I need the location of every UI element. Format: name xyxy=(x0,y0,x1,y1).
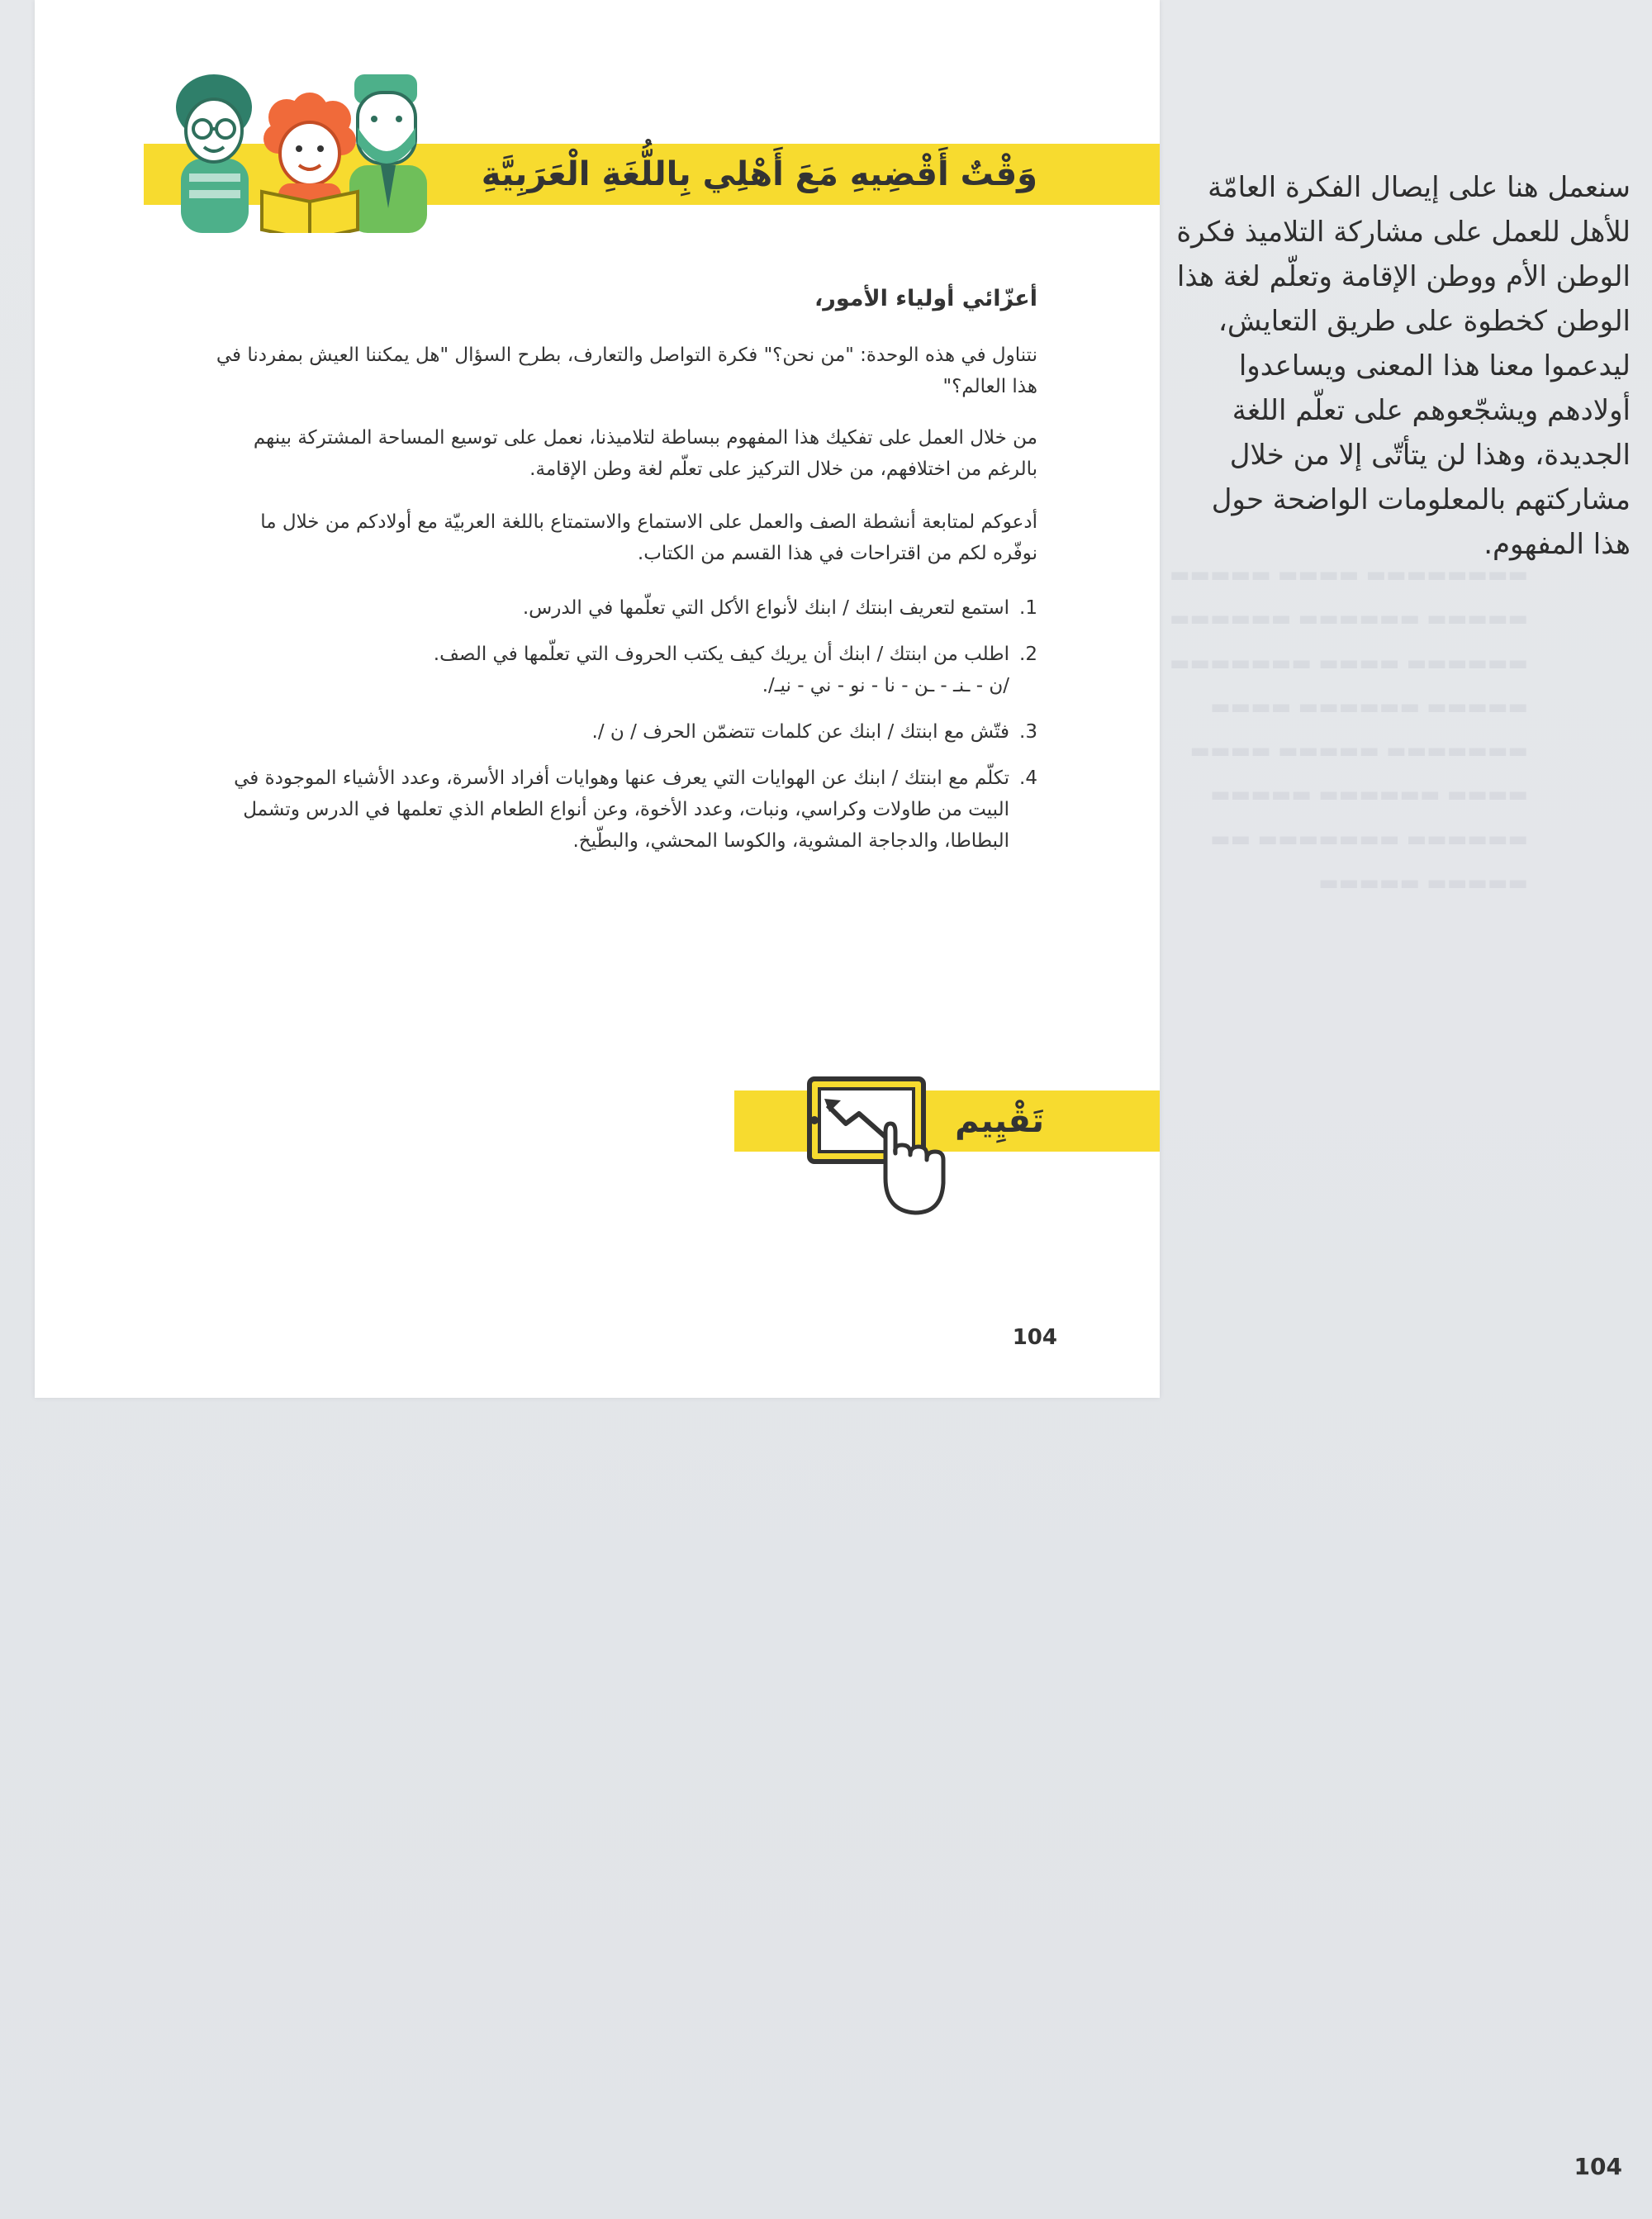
mother-figure-icon xyxy=(176,74,252,233)
list-item-number: 3. xyxy=(1019,720,1037,743)
father-figure-icon xyxy=(349,74,427,233)
evaluation-pointer-icon xyxy=(770,1072,960,1229)
teacher-side-note: سنعمل هنا على إيصال الفكرة العامّة للأهل للعمل على مشاركة التلاميذ فكرة الوطن الأم ووطن الإقامة وتعلّم لغة هذا الوطن كخطوة على طريق التعايش، ليدعموا معنا هذا المعنى ويساعدوا أولادهم ويشجّعوهم على تعلّم اللغة الجديدة، وهذا لن يتأتّى إلا من خلال مشاركتهم بالمعلومات الواضحة حول هذا المفهوم. xyxy=(1176,171,1631,562)
intro-paragraph-3: أدعوكم لمتابعة أنشطة الصف والعمل على الاستماع والاستمتاع باللغة العربيّة مع أولادكم من خلال ما نوفّره لكم من اقتراحات في هذا القسم من الكتاب. xyxy=(260,511,1037,564)
evaluation-title: تَقْيِيم xyxy=(955,1102,1044,1140)
activity-list xyxy=(203,593,1037,872)
inner-book-page xyxy=(35,0,1160,1398)
greeting-heading: أعزّائي أولياء الأمور، xyxy=(814,286,1037,311)
outer-page-number: 104 xyxy=(1574,2153,1622,2180)
list-item-text: اطلب من ابنتك / ابنك أن يريك كيف يكتب الحروف التي تعلّمها في الصف. xyxy=(433,643,1009,665)
intro-paragraph-2: من خلال العمل على تفكيك هذا المفهوم ببساطة لتلاميذنا، نعمل على توسيع المساحة المشتركة بينهم بالرغم من اختلافهم، من خلال التركيز على تعلّم لغة وطن الإقامة. xyxy=(253,427,1037,480)
list-item-letters: /ن - ـنـ - ـن - نا - نو - ني - نيـ/. xyxy=(762,674,1009,696)
bleed-through-text: ▬▬▬▬▬▬▬▬ ▬▬▬▬ ▬▬▬▬▬ ▬▬▬▬▬ ▬▬▬▬▬▬ ▬▬▬▬▬▬ ▬▬▬▬▬▬ ▬▬▬▬ ▬▬▬▬▬▬▬ ▬▬▬▬▬ ▬▬▬▬▬▬ ▬▬▬▬ ▬▬▬▬▬▬▬ ▬▬▬▬▬ ▬▬▬▬ ▬▬▬▬ ▬▬▬▬▬▬ ▬▬▬▬▬ ▬▬▬▬▬▬ ▬▬▬▬▬▬▬ ▬▬ ▬▬▬▬▬ ▬▬▬▬▬ xyxy=(1169,563,1528,896)
list-item-text: تكلّم مع ابنتك / ابنك عن الهوايات التي يعرف عنها وهوايات أفراد الأسرة، وعدد الأشياء الموجودة في البيت من طاولات وكراسي، ونبات، وعدد الأخوة، وعن أنواع الطعام الذي تعلمها في الدرس وتشمل البطاطا، والدجاجة المشوية، والكوسا المحشي، والبطّيخ. xyxy=(234,767,1009,852)
list-item-number: 1. xyxy=(1019,597,1037,619)
intro-paragraph-1: نتناول في هذه الوحدة: "من نحن؟" فكرة التواصل والتعارف، بطرح السؤال "هل يمكننا العيش بمفردنا في هذا العالم؟" xyxy=(216,344,1037,397)
list-item xyxy=(203,717,1037,748)
list-item-number: 4. xyxy=(1019,767,1037,789)
banner-title: وَقْتٌ أَقْضِيهِ مَعَ أَهْلِي بِاللُّغَةِ الْعَرَبِيَّةِ xyxy=(481,155,1037,193)
list-item xyxy=(203,763,1037,858)
list-item-text: فتّش مع ابنتك / ابنك عن كلمات تتضمّن الحرف / ن /. xyxy=(591,720,1009,743)
list-item-number: 2. xyxy=(1019,643,1037,665)
family-reading-illustration xyxy=(163,68,444,233)
list-item-text: استمع لتعريف ابنتك / ابنك لأنواع الأكل التي تعلّمها في الدرس. xyxy=(522,597,1009,619)
list-item xyxy=(203,593,1037,625)
inner-page-number: 104 xyxy=(1012,1325,1057,1350)
list-item xyxy=(203,639,1037,702)
